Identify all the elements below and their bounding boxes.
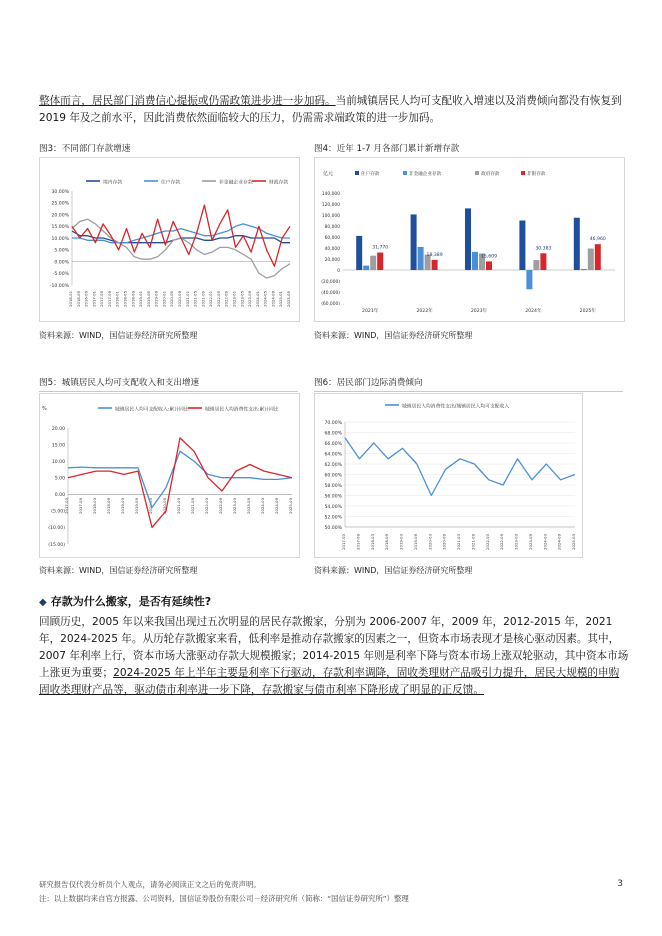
fig3-x-tick: 2024-01: [254, 291, 260, 307]
fig3-x-tick: 2020-05: [169, 291, 175, 307]
fig4-y-unit: 亿元: [323, 171, 334, 177]
fig4-y-tick: 20,000: [324, 257, 340, 263]
fig6-x-tick: 2024-03: [542, 534, 548, 550]
fig6-y-tick: 56.00%: [324, 494, 342, 500]
fig4-bar: [411, 214, 417, 270]
intro-paragraph: [39, 93, 629, 127]
fig6-x-tick: 2018-03: [369, 534, 375, 550]
fig3-y-tick: 0.00%: [54, 260, 69, 266]
fig6-y-tick: 70.00%: [324, 420, 342, 426]
fig4-bar: [418, 247, 424, 270]
footer-note: 注：以上数据均来自官方报露、公司资料，国信证券股份有限公司－经济研究所（简称：“国信证券研究所”）整理: [39, 894, 409, 903]
fig4-x-tick: 2023年: [470, 309, 488, 314]
fig4-legend-swatch: [355, 171, 359, 175]
fig3-y-tick: 30.00%: [51, 189, 69, 195]
fig3-legend-label: 住户存款: [161, 180, 181, 186]
fig5-x-tick: 2021-03: [176, 498, 181, 514]
fig3-x-tick: 2020-01: [161, 291, 167, 307]
fig3-y-tick: -10.00%: [49, 283, 69, 289]
fig4-data-label: 31,770: [372, 245, 389, 251]
fig5-y-tick: 15.00: [51, 443, 65, 449]
intro-rest: 当前城镇居民人均可支配收入增速以及消费倾向都没有恢复到 2019 年及之前水平，因此消费依然面临较大的压力，仍需需求端政策的进一步加码。: [39, 95, 622, 124]
fig5-y-tick: (5.00): [51, 509, 65, 515]
fig4-legend-label: 非银存款: [527, 172, 546, 177]
section-heading: [39, 593, 211, 609]
fig3-series-line: [72, 205, 290, 266]
section-title: 存款为什么搬家，是否有延续性?: [50, 595, 212, 608]
fig4-legend-swatch: [403, 171, 407, 175]
fig4-y-tick: 140,000: [321, 191, 340, 197]
fig3-x-tick: 2019-09: [153, 291, 159, 307]
fig3-source: 资料来源：WIND，国信证券经济研究所整理: [39, 331, 198, 340]
fig4-bar: [465, 208, 471, 270]
fig3-x-tick: 2022-01: [208, 291, 214, 307]
fig6-legend-label: 城镇居民人均消费性支出/城镇居民人均可支配收入: [402, 404, 510, 410]
fig5-title: 图5：城镇居民人均可支配收入和支出增速: [39, 376, 298, 392]
fig3-legend-label: 境内存款: [103, 180, 123, 186]
fig4-data-label: 18,389: [426, 252, 443, 258]
fig3-x-tick: 2023-09: [247, 291, 253, 307]
fig5-x-tick: 2024-03: [260, 498, 265, 514]
fig6-x-tick: 2017-09: [355, 534, 361, 550]
fig4-x-tick: 2021年: [362, 309, 379, 314]
fig3-y-tick: 20.00%: [51, 213, 69, 219]
fig3-x-tick: 2023-05: [239, 291, 245, 307]
fig5-y-tick: (15.00): [48, 542, 65, 548]
fig5-y-tick: (10.00): [48, 526, 65, 532]
fig4-data-label: 46,960: [589, 237, 606, 243]
fig6-y-tick: 50.00%: [324, 525, 342, 531]
fig3-title: 图3：不同部门存款增速: [39, 142, 298, 158]
fig5-x-tick: 2018-09: [106, 498, 111, 514]
fig3-x-tick: 2024-09: [270, 291, 276, 307]
fig4-y-tick: (60,000): [321, 301, 340, 307]
fig4-bar: [472, 252, 478, 270]
fig3-x-tick: 2025-05: [286, 291, 291, 307]
body-plain: 回顾历史，2005 年以来我国出现过五次明显的居民存款搬家，分别为 2006-2007 年，2009 年，2012-2015 年，2021 年，2024-2025 年。从历轮存款搬家来看，低利率是推动存款搬家的因素之一，但资本市场表现才是核心驱动因素。其中，2007 年利率上行，资本市场大涨驱动存款大规模搬家；2014-2015 年则是利率下降与资本市场上涨双轮驱动，其中资本市场上涨更为重要；: [39, 616, 629, 679]
body-underlined: 2024-2025 年上半年主要是利率下行驱动，存款利率调降，固收类理财产品吸引力提升，居民大规模的申购固收类理财产品等，驱动债市利率进一步下降，存款搬家与债市利率下降形成了明显的正反馈。: [39, 667, 620, 696]
fig6-y-tick: 66.00%: [324, 441, 342, 447]
fig4-x-tick: 2025年: [579, 309, 596, 314]
fig4-legend-label: 非金融企业存款: [409, 172, 442, 177]
fig5-x-tick: 2020-03: [148, 498, 153, 514]
fig4-legend-label: 政府存款: [481, 172, 500, 177]
fig5-x-tick: 2018-03: [92, 498, 97, 514]
footer-disclaimer: 研究报告仅代表分析员个人观点，请务必阅读正文之后的免责声明。: [39, 880, 261, 889]
fig5-x-tick: 2020-09: [162, 498, 167, 514]
fig3-chart: [39, 157, 300, 322]
fig3-x-tick: 2017-01: [91, 291, 97, 307]
fig3-x-tick: 2022-09: [223, 291, 229, 307]
fig5-x-tick: 2019-03: [120, 498, 125, 514]
fig5-x-tick: 2022-03: [204, 498, 209, 514]
fig6-y-tick: 60.00%: [324, 473, 342, 479]
fig4-bar: [595, 244, 601, 270]
fig3-x-tick: 2025-01: [278, 291, 284, 307]
fig3-x-tick: 2019-01: [138, 291, 144, 307]
diamond-bullet-icon: ◆: [39, 597, 47, 608]
fig4-legend-swatch: [475, 171, 479, 175]
fig4-y-tick: 0: [337, 268, 340, 274]
fig6-x-tick: 2023-09: [527, 534, 533, 550]
fig4-y-tick: 60,000: [324, 235, 340, 241]
fig3-y-tick: 5.00%: [54, 248, 69, 254]
fig5-y-tick: 20.00: [51, 426, 65, 432]
fig6-x-tick: 2018-09: [384, 534, 390, 550]
fig6-chart: [314, 393, 583, 558]
fig4-bar: [486, 261, 492, 270]
fig3-x-tick: 2023-01: [231, 291, 237, 307]
fig4-x-tick: 2022年: [416, 309, 433, 314]
intro-underlined: 整体而言，居民部门消费信心提振或仍需政策进步进一步加码。: [39, 95, 336, 107]
fig3-x-tick: 2020-09: [177, 291, 182, 307]
fig6-x-tick: 2021-03: [456, 534, 461, 550]
fig3-x-tick: 2017-09: [106, 291, 112, 307]
fig5-x-tick: 2021-09: [190, 498, 195, 514]
fig6-x-tick: 2020-03: [427, 534, 433, 550]
fig4-bar: [581, 269, 587, 270]
fig4-bar: [533, 260, 539, 270]
fig6-x-tick: 2019-03: [398, 534, 404, 550]
fig4-bar: [519, 221, 525, 271]
fig4-y-tick: (20,000): [321, 279, 340, 285]
fig6-source: 资料来源：WIND，国信证券经济研究所整理: [314, 566, 473, 575]
fig3-svg: [40, 158, 299, 321]
page-number: 3: [617, 879, 623, 889]
fig4-legend-swatch: [521, 171, 525, 175]
fig4-y-tick: (40,000): [321, 290, 340, 296]
fig4-chart: [314, 157, 625, 322]
fig4-bar: [356, 236, 362, 270]
fig5-y-tick: 0.00: [54, 493, 65, 499]
fig5-x-tick: 2023-09: [246, 498, 251, 514]
fig4-source: 资料来源：WIND，国信证券经济研究所整理: [314, 331, 473, 340]
fig6-x-tick: 2024-09: [556, 534, 562, 550]
fig5-x-tick: 2025-03: [288, 498, 293, 514]
fig4-title: 图4：近年 1-7 月各部门累计新增存款: [314, 142, 623, 158]
fig5-source: 资料来源：WIND，国信证券经济研究所整理: [39, 566, 198, 575]
fig3-y-tick: 15.00%: [51, 225, 69, 231]
fig4-bar: [588, 249, 594, 270]
fig3-x-tick: 2022-05: [215, 291, 221, 307]
fig6-y-tick: 68.00%: [324, 431, 342, 437]
fig4-bar: [377, 253, 383, 270]
fig5-x-tick: 2022-09: [218, 498, 223, 514]
fig6-y-tick: 52.00%: [324, 515, 342, 521]
fig4-y-tick: 120,000: [321, 202, 340, 208]
fig5-chart: [39, 393, 300, 558]
fig3-x-tick: 2017-05: [99, 291, 105, 307]
fig5-x-tick: 2023-03: [232, 498, 237, 514]
body-paragraph: [39, 614, 629, 699]
fig3-x-tick: 2018-05: [122, 291, 128, 307]
fig6-x-tick: 2021-09: [470, 534, 476, 550]
fig3-x-tick: 2021-05: [192, 291, 198, 307]
fig6-y-tick: 62.00%: [324, 462, 342, 468]
fig4-bar: [574, 218, 580, 270]
fig3-x-tick: 2024-05: [262, 291, 268, 307]
fig4-bar: [370, 256, 376, 270]
fig5-svg: [40, 394, 299, 557]
fig6-x-tick: 2020-09: [441, 534, 447, 550]
fig3-y-tick: -5.00%: [52, 272, 69, 278]
fig4-y-tick: 40,000: [324, 246, 340, 252]
fig6-x-tick: 2022-03: [484, 534, 490, 550]
fig3-y-tick: 25.00%: [51, 201, 69, 207]
fig5-legend-label: 城镇居民人均可支配收入:累计同比: [115, 407, 189, 413]
fig5-x-tick: 2017-09: [78, 498, 83, 514]
fig3-x-tick: 2018-09: [130, 291, 136, 307]
fig4-data-label: 15,609: [480, 254, 498, 260]
fig3-x-tick: 2016-09: [83, 291, 89, 307]
fig3-y-tick: 10.00%: [51, 236, 69, 242]
fig4-x-tick: 2024年: [525, 309, 542, 314]
fig3-legend-label: 财政存款: [269, 180, 289, 186]
fig5-y-tick: 10.00: [51, 459, 65, 465]
fig6-title: 图6：居民部门边际消费倾向: [314, 376, 623, 392]
fig3-x-tick: 2021-01: [184, 291, 190, 307]
fig3-x-tick: 2016-05: [75, 291, 81, 307]
fig3-x-tick: 2021-09: [200, 291, 206, 307]
fig3-x-tick: 2016-01: [68, 291, 73, 307]
fig5-y-tick: 5.00: [54, 476, 65, 482]
fig5-legend-label: 城镇居民人均消费性支出:累计同比: [205, 407, 279, 413]
fig5-x-tick: 2019-09: [134, 498, 139, 514]
fig6-x-tick: 2019-09: [412, 534, 418, 550]
fig4-bar: [526, 270, 532, 289]
fig6-y-tick: 58.00%: [324, 483, 342, 489]
fig6-x-tick: 2022-09: [499, 534, 505, 550]
fig6-series-line: [345, 438, 575, 496]
fig6-x-tick: 2023-03: [513, 534, 519, 550]
fig6-x-tick: 2025-03: [571, 534, 576, 550]
fig3-x-tick: 2019-05: [145, 291, 151, 307]
fig4-bar: [540, 253, 546, 270]
fig6-y-tick: 54.00%: [324, 504, 342, 510]
fig4-svg: [315, 158, 624, 321]
fig4-legend-label: 住户存款: [361, 172, 380, 177]
fig3-x-tick: 2018-01: [114, 291, 120, 307]
fig3-legend-label: 非金融企业存款: [219, 180, 253, 186]
fig4-bar: [432, 260, 438, 270]
fig5-x-tick: 2024-09: [274, 498, 279, 514]
fig5-y-unit: %: [42, 406, 47, 412]
fig6-y-tick: 64.00%: [324, 452, 342, 458]
fig4-y-tick: 100,000: [321, 213, 340, 219]
fig4-data-label: 30,383: [535, 246, 552, 252]
fig6-svg: [315, 394, 582, 557]
fig5-x-tick: 2017-03: [64, 498, 69, 514]
fig6-x-tick: 2017-03: [341, 534, 346, 550]
fig4-y-tick: 80,000: [324, 224, 340, 230]
fig4-bar: [363, 266, 369, 270]
